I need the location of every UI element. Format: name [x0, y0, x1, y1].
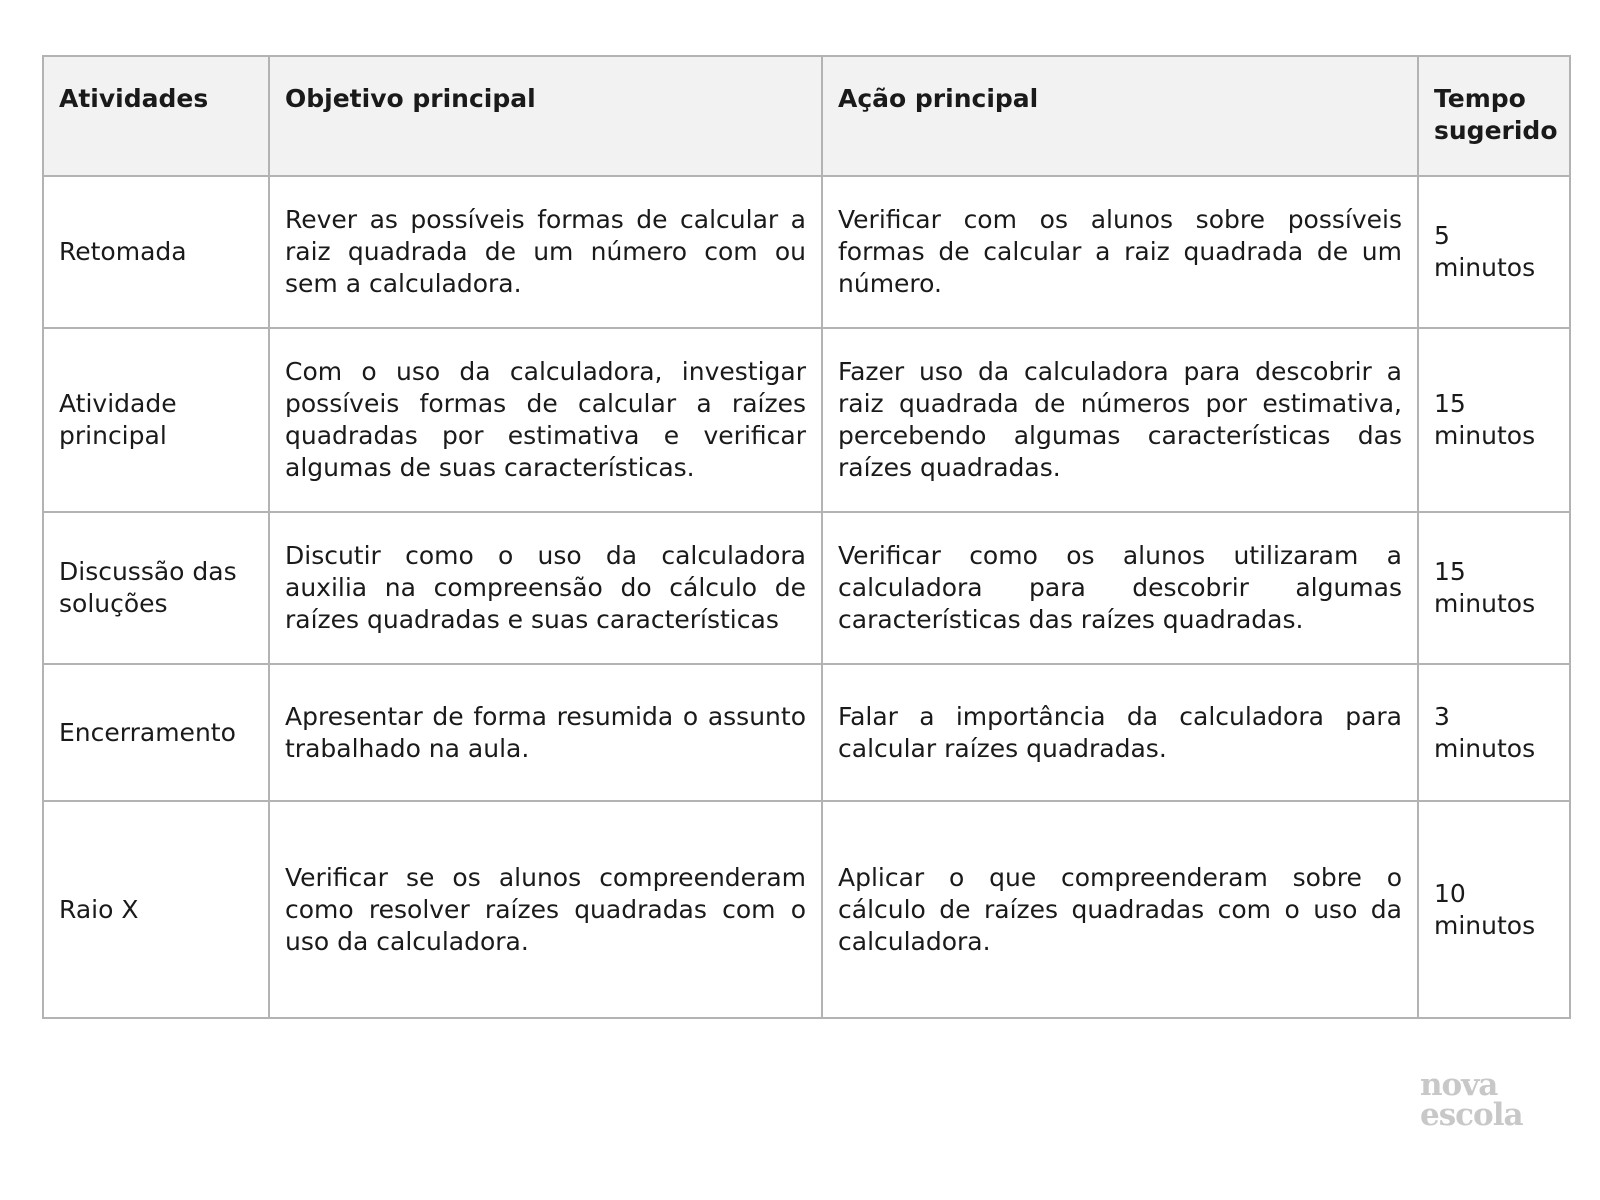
- logo-line-1: nova: [1420, 1067, 1498, 1103]
- table-header-row: [43, 56, 1570, 176]
- cell-atividade: Atividade principal: [43, 328, 269, 512]
- cell-atividade: Raio X: [43, 801, 269, 1018]
- cell-tempo: 15 minutos: [1418, 328, 1570, 512]
- table-row: [43, 328, 1570, 512]
- cell-tempo: 3 minutos: [1418, 664, 1570, 801]
- header-tempo: Tempo sugerido: [1418, 56, 1570, 176]
- cell-tempo: 5 minutos: [1418, 176, 1570, 328]
- logo-line-2: escola: [1420, 1097, 1523, 1133]
- header-atividades: Atividades: [43, 56, 269, 176]
- table-row: [43, 664, 1570, 801]
- cell-acao: Fazer uso da calculadora para descobrir a raiz quadrada de números por estimativa, percebendo algumas características das raízes quadradas.: [822, 328, 1418, 512]
- cell-atividade: Retomada: [43, 176, 269, 328]
- cell-objetivo: Discutir como o uso da calculadora auxilia na compreensão do cálculo de raízes quadradas e suas características: [269, 512, 822, 664]
- cell-acao: Falar a importância da calculadora para calcular raízes quadradas.: [822, 664, 1418, 801]
- cell-acao: Verificar como os alunos utilizaram a calculadora para descobrir algumas características das raízes quadradas.: [822, 512, 1418, 664]
- cell-atividade: Encerramento: [43, 664, 269, 801]
- table-row: [43, 512, 1570, 664]
- cell-objetivo: Verificar se os alunos compreenderam como resolver raízes quadradas com o uso da calculadora.: [269, 801, 822, 1018]
- cell-acao: Verificar com os alunos sobre possíveis formas de calcular a raiz quadrada de um número.: [822, 176, 1418, 328]
- table-row: [43, 801, 1570, 1018]
- cell-tempo: 10 minutos: [1418, 801, 1570, 1018]
- cell-objetivo: Rever as possíveis formas de calcular a raiz quadrada de um número com ou sem a calculadora.: [269, 176, 822, 328]
- cell-tempo: 15 minutos: [1418, 512, 1570, 664]
- header-objetivo: Objetivo principal: [269, 56, 822, 176]
- cell-objetivo: Com o uso da calculadora, investigar possíveis formas de calcular a raízes quadradas por estimativa e verificar algumas de suas características.: [269, 328, 822, 512]
- lesson-plan-table: [42, 55, 1571, 1019]
- cell-acao: Aplicar o que compreenderam sobre o cálculo de raízes quadradas com o uso da calculadora.: [822, 801, 1418, 1018]
- cell-atividade: Discussão das soluções: [43, 512, 269, 664]
- table-row: [43, 176, 1570, 328]
- header-acao: Ação principal: [822, 56, 1418, 176]
- cell-objetivo: Apresentar de forma resumida o assunto trabalhado na aula.: [269, 664, 822, 801]
- nova-escola-logo: [1420, 1067, 1560, 1133]
